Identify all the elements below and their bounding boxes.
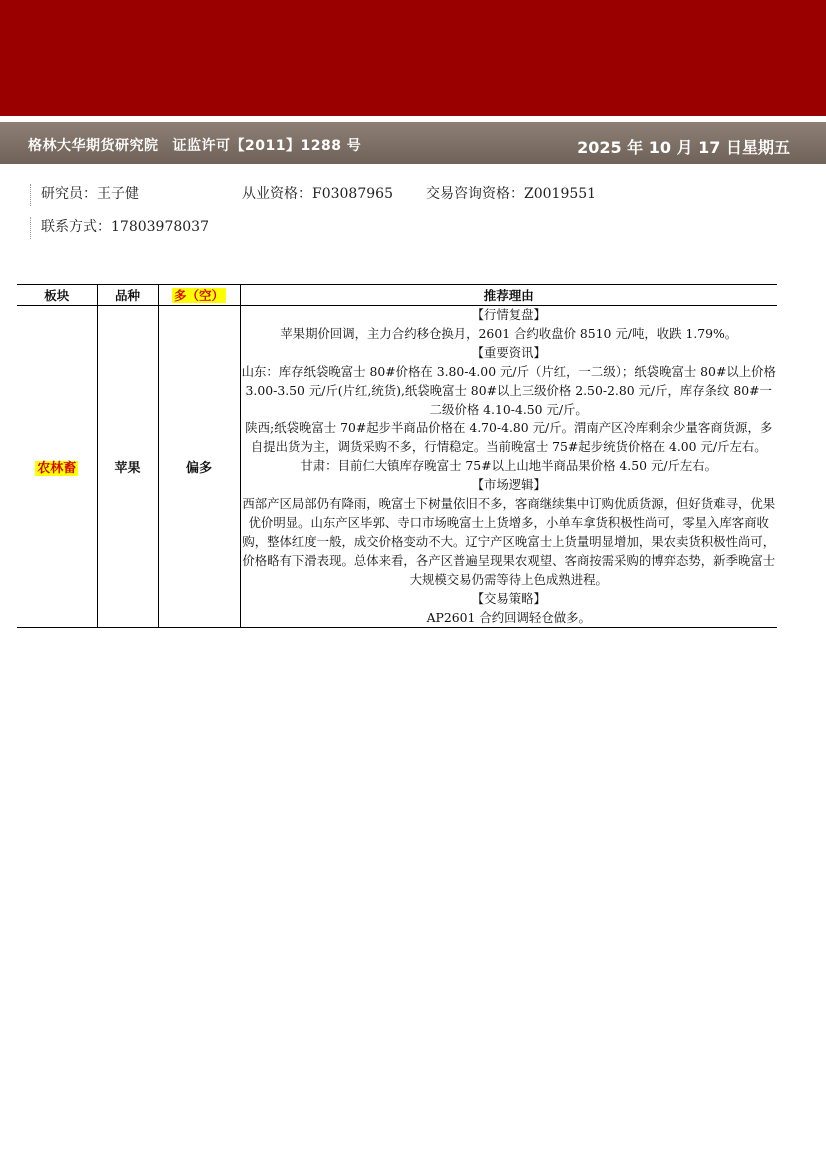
- reason-paragraph: 苹果期价回调，主力合约移仓换月，2601 合约收盘价 8510 元/吨，收跌 1.79%。: [280, 325, 738, 341]
- col-reason: 推荐理由: [240, 285, 777, 306]
- row-marker: [30, 184, 31, 206]
- table-row: [17, 306, 777, 628]
- direction-cell: 偏多: [158, 306, 240, 628]
- col-direction: [158, 285, 240, 306]
- license-number: 证监许可【2011】1288 号: [172, 138, 362, 154]
- header-left: [28, 135, 375, 155]
- org-name: 格林大华期货研究院: [28, 138, 159, 154]
- section-heading: 【交易策略】: [471, 590, 546, 606]
- reason-cell: [240, 306, 777, 628]
- consult-qualification: 交易咨询资格：Z0019551: [426, 186, 597, 202]
- col-sector: 板块: [17, 285, 97, 306]
- row-marker: [30, 217, 31, 239]
- table-header-row: [17, 285, 777, 306]
- section-heading: 【重要资讯】: [471, 344, 546, 360]
- variety-cell: 苹果: [97, 306, 158, 628]
- section-heading: 【行情复盘】: [471, 307, 546, 322]
- contact: 联系方式：17803978037: [41, 219, 209, 235]
- header-bar: [0, 122, 826, 164]
- reason-paragraph: AP2601 合约回调轻仓做多。: [426, 609, 591, 625]
- analyst-row-1: [30, 178, 790, 211]
- researcher: 研究员：王子健: [41, 186, 139, 202]
- section-heading: 【市场逻辑】: [471, 477, 546, 493]
- reason-paragraph: 山东：库存纸袋晚富士 80#价格在 3.80-4.00 元/斤（片红，一二级）；纸袋晚富士 80#以上价格 3.00-3.50 元/斤(片红,统货),纸袋晚富士 80#以上三级价格 2.50-2.80 元/斤，库存条纹 80#一二级价格 4.10-4.50 元/斤。: [241, 363, 776, 417]
- sector-label: 农林畜: [37, 461, 77, 477]
- reason-paragraph: 甘肃：目前仁大镇库存晚富士 75#以上山地半商品果价格 4.50 元/斤左右。: [300, 458, 718, 474]
- reason-paragraph: 西部产区局部仍有降雨，晚富士下树量依旧不多，客商继续集中订购优质货源，但好货难寻，优果优价明显。山东产区毕郭、寺口市场晚富士上货增多，小单车拿货积极性尚可，零星入库客商收购，整体红度一般，成交价格变动不大。辽宁产区晚富士上货量明显增加，果农卖货积极性尚可，价格略有下滑表现。总体来看，各产区普遍呈现果农观望、客商按需采购的博弈态势，新季晚富士大规模交易仍需等待上色成熟进程。: [242, 496, 776, 587]
- qualification: 从业资格：F03087965: [242, 186, 393, 202]
- col-variety: 品种: [97, 285, 158, 306]
- sector-cell: [17, 306, 97, 628]
- analyst-info: [30, 178, 790, 244]
- reason-paragraph: 陕西;纸袋晚富士 70#起步半商品价格在 4.70-4.80 元/斤。渭南产区冷库剩余少量客商货源，多自提出货为主，调货采购不多，行情稳定。当前晚富士 75#起步统货价格在 4.00 元/斤左右。: [245, 420, 773, 455]
- analyst-row-2: [30, 211, 790, 244]
- top-banner: [0, 0, 826, 116]
- recommendation-table: [17, 284, 777, 628]
- report-date: 2025 年 10 月 17 日星期五: [577, 138, 790, 157]
- direction-header-label: 多（空）: [173, 288, 224, 303]
